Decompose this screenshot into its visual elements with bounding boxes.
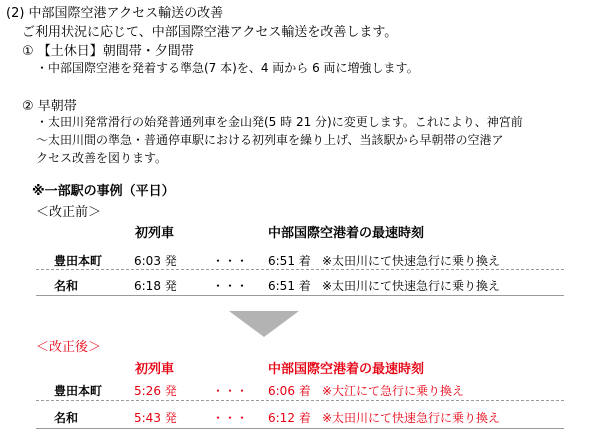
before-row1-arr: 6:51 着: [268, 254, 311, 268]
section-title: (2) 中部国際空港アクセス輸送の改善: [6, 6, 224, 21]
item1-bullet: ・中部国際空港を発着する準急(7 本)を、4 両から 6 両に増強します。: [36, 61, 419, 75]
before-row2-note: ※太田川にて快速急行に乗り換え: [322, 279, 501, 293]
before-row1-note: ※太田川にて快速急行に乗り換え: [322, 254, 501, 268]
before-row1-station: 豊田本町: [54, 254, 103, 268]
after-row1-arr: 6:06 着: [268, 384, 311, 398]
before-row1-dep: 6:03 発: [134, 254, 177, 268]
intro-text: ご利用状況に応じて、中部国際空港アクセス輸送を改善します。: [22, 25, 398, 40]
item2-bullet-line3: クセス改善を図ります。: [36, 151, 168, 165]
before-bottom-rule: [36, 295, 564, 296]
item1-heading: ① 【土休日】朝間帯・夕間帯: [22, 44, 194, 59]
before-row1-dots: ・・・: [212, 254, 249, 268]
after-col-first: 初列車: [135, 362, 175, 377]
after-row2-station: 名和: [54, 411, 79, 425]
after-row2-note: ※太田川にて快速急行に乗り換え: [322, 411, 501, 425]
after-row1-dots: ・・・: [212, 384, 249, 398]
before-col-first: 初列車: [135, 226, 175, 241]
before-row2-dots: ・・・: [212, 279, 249, 293]
after-bottom-rule: [36, 428, 564, 429]
example-title: ※一部駅の事例（平日）: [32, 184, 175, 199]
before-row2-dep: 6:18 発: [134, 279, 177, 293]
after-row2-dep: 5:43 発: [134, 411, 177, 425]
down-arrow-icon: [229, 311, 299, 337]
after-label: ＜改正後＞: [36, 340, 102, 355]
after-row2-arr: 6:12 着: [268, 411, 311, 425]
after-row-divider: [36, 400, 564, 401]
before-label: ＜改正前＞: [36, 205, 102, 220]
before-row2-station: 名和: [54, 279, 79, 293]
after-row1-note: ※大江にて急行に乗り換え: [322, 384, 465, 398]
before-col-fastest: 中部国際空港着の最速時刻: [268, 226, 425, 241]
item2-bullet-line2: ～太田川間の準急・普通停車駅における初列車を繰り上げ、当該駅から早朝帯の空港ア: [36, 133, 504, 147]
after-row1-station: 豊田本町: [54, 384, 103, 398]
after-row2-dots: ・・・: [212, 411, 249, 425]
after-col-fastest: 中部国際空港着の最速時刻: [268, 362, 425, 377]
before-row-divider: [36, 269, 564, 270]
item2-heading: ② 早朝帯: [22, 99, 77, 114]
after-row1-dep: 5:26 発: [134, 384, 177, 398]
before-row2-arr: 6:51 着: [268, 279, 311, 293]
item2-bullet-line1: ・太田川発常滑行の始発普通列車を金山発(5 時 21 分)に変更します。これにより、神宮前: [36, 115, 523, 129]
